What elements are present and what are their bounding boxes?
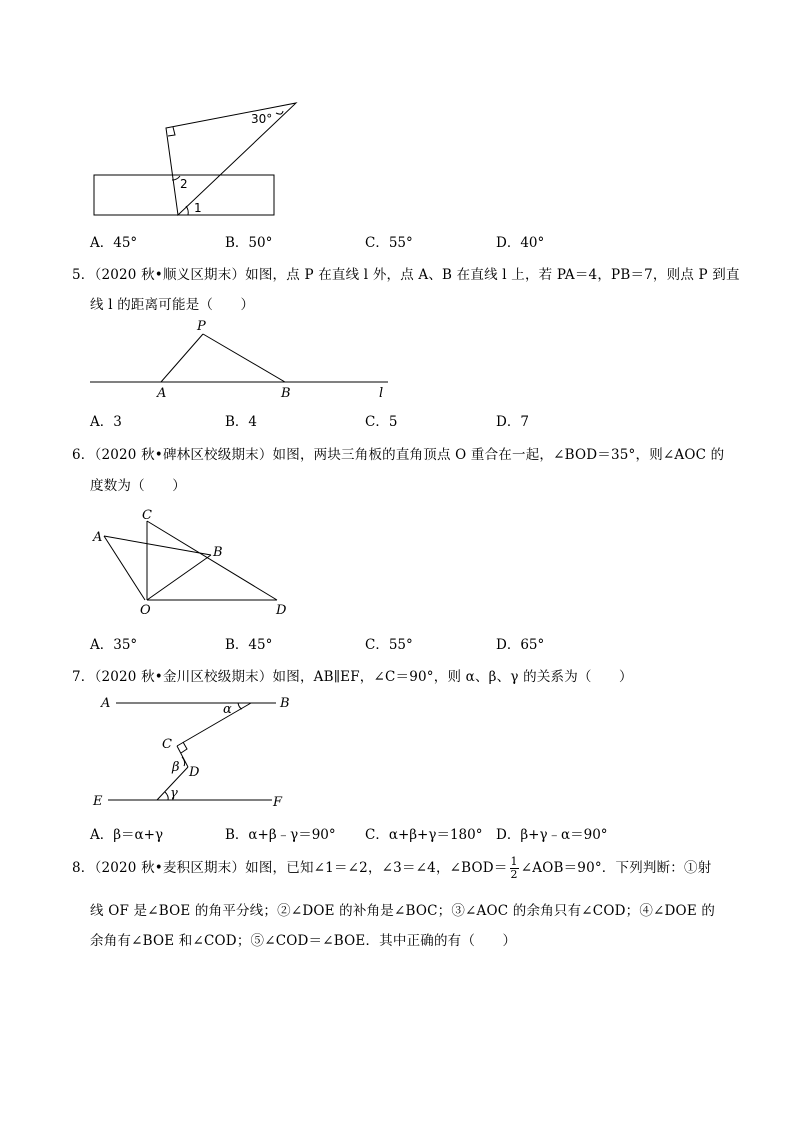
q5-segment-pa xyxy=(161,334,203,382)
q5-segment-pb xyxy=(203,334,285,382)
q7-option-d: D．β+γ﹣α＝90° xyxy=(496,827,608,843)
q7-label-b: B xyxy=(280,696,290,711)
q7-segment-bc xyxy=(177,703,251,746)
q7-label-c: C xyxy=(162,737,172,752)
q7-option-a: A．β＝α+γ xyxy=(90,827,164,843)
q4-label-30: 30° xyxy=(251,112,273,126)
q7-label-beta: β xyxy=(172,760,180,775)
q8-fraction-denominator: 2 xyxy=(510,868,518,881)
q5-option-b: B．4 xyxy=(225,414,258,430)
q6-label-b: B xyxy=(213,545,223,560)
q5-option-d: D．7 xyxy=(496,414,529,430)
q8-stem-line1-pre: 8．（2020 秋•麦积区期末）如图，已知∠1＝∠2，∠3＝∠4，∠BOD＝ xyxy=(72,860,508,876)
q8-fraction-numerator: 1 xyxy=(510,855,518,868)
q6-label-d: D xyxy=(276,603,287,618)
q6-stem-line1: 6．（2020 秋•碑林区校级期末）如图，两块三角板的直角顶点 O 重合在一起，∠BOD＝35°，则∠AOC 的 xyxy=(72,447,725,463)
q7-option-b: B．α+β﹣γ＝90° xyxy=(225,827,336,843)
q7-label-f: F xyxy=(273,795,283,810)
q5-figure xyxy=(0,315,794,405)
q6-segment-ab xyxy=(104,536,211,555)
q5-stem-line2: 线 l 的距离可能是（ ） xyxy=(90,297,255,313)
q4-angle-1-arc xyxy=(186,206,188,215)
q4-triangle xyxy=(166,103,296,215)
q4-angle-30-arc xyxy=(276,111,283,114)
q7-label-gamma: γ xyxy=(170,786,178,801)
q7-stem-line1: 7．（2020 秋•金川区校级期末）如图，AB∥EF，∠C＝90°，则 α、β、γ 的关系为（ ） xyxy=(72,669,633,685)
q6-segment-cd xyxy=(147,521,277,600)
q6-option-a: A．35° xyxy=(90,637,138,653)
q7-label-a: A xyxy=(101,696,111,711)
q6-label-c: C xyxy=(142,508,152,523)
q5-option-c: C．5 xyxy=(365,414,398,430)
q8-stem-line1 xyxy=(72,852,711,884)
q4-label-2: 2 xyxy=(180,177,188,191)
q7-gamma-arc xyxy=(165,792,168,800)
q6-option-d: D．65° xyxy=(496,637,545,653)
q7-label-e: E xyxy=(93,794,103,809)
q7-option-c: C．α+β+γ＝180° xyxy=(365,827,483,843)
q8-stem-line2: 线 OF 是∠BOE 的角平分线；②∠DOE 的补角是∠BOC；③∠AOC 的余角只有∠COD；④∠DOE 的 xyxy=(90,903,716,919)
q7-label-alpha: α xyxy=(223,702,232,717)
q8-fraction xyxy=(510,856,519,881)
q6-label-o: O xyxy=(140,603,151,618)
q5-label-p: P xyxy=(197,319,206,334)
q6-label-a: A xyxy=(93,530,103,545)
q5-label-a: A xyxy=(157,386,167,401)
q5-option-a: A．3 xyxy=(90,414,122,430)
q4-figure xyxy=(0,0,794,230)
q6-stem-line2: 度数为（ ） xyxy=(90,478,186,494)
q5-label-b: B xyxy=(281,386,291,401)
q4-option-b: B．50° xyxy=(225,235,273,251)
q5-label-l: l xyxy=(379,386,384,401)
q6-segment-ao xyxy=(104,536,145,600)
q4-option-a: A．45° xyxy=(90,235,138,251)
q4-label-1: 1 xyxy=(194,201,202,215)
q8-stem-line1-post: ∠AOB＝90°．下列判断：①射 xyxy=(520,860,712,876)
q6-segment-ob xyxy=(147,555,211,600)
q8-stem-line3: 余角有∠BOE 和∠COD；⑤∠COD＝∠BOE．其中正确的有（ ） xyxy=(90,933,517,949)
q6-option-c: C．55° xyxy=(365,637,413,653)
q4-option-d: D．40° xyxy=(496,235,545,251)
q4-right-angle-mark xyxy=(168,127,175,136)
q6-figure xyxy=(0,500,794,620)
q7-figure xyxy=(0,690,794,815)
q6-option-b: B．45° xyxy=(225,637,273,653)
q7-beta-arc xyxy=(182,757,185,766)
q5-stem-line1: 5．（2020 秋•顺义区期末）如图，点 P 在直线 l 外，点 A、B 在直线 l 上，若 PA＝4，PB＝7，则点 P 到直 xyxy=(72,267,740,283)
q4-option-c: C．55° xyxy=(365,235,413,251)
q7-label-d: D xyxy=(189,765,200,780)
